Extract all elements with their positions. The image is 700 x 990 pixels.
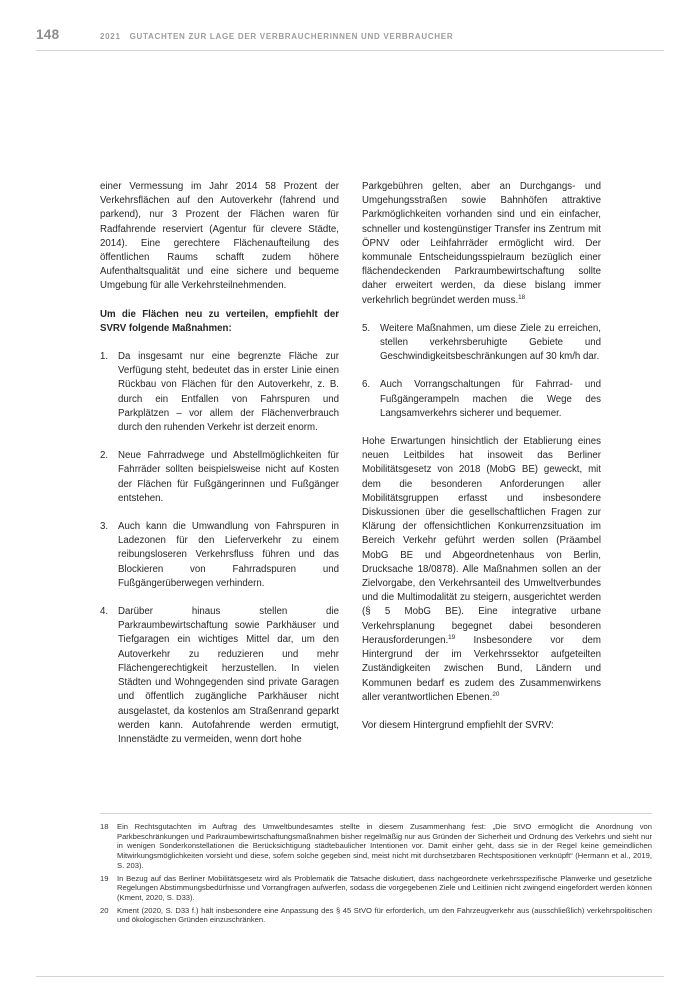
paragraph-mobility-law bbox=[362, 435, 601, 705]
paragraph-continuation-text: Parkgebühren gelten, aber an Durchgangs- und Umgehungsstraßen sowie Bahnhöfen attraktive Parkmöglichkeiten vorhanden sind und ein einfacher, schneller und kostengünstiger Transfer ins Zentrum mit ÖPNV oder Leihfahrräder ermöglicht wird. Der kommunale Entscheidungsspielraum bezüglich einer flächendeckenden Parkraumbewirtschaftung sollte daher erweitert werden, da diese bislang immer verkehrlich begründet werden muss. bbox=[362, 181, 601, 306]
list-item-4 bbox=[100, 605, 339, 747]
footnote-text: In Bezug auf das Berliner Mobilitätsgesetz wird als Problematik die Tatsache diskutiert, dass nachgeordnete verkehrsspezifische Planwerke und gesetzliche Regelungen Abstimmungsbedürfnisse und Vorrangfragen aufwerfen, sodass die vorgegebenen Ziele und Leitlinien nicht zwingend eingefordert werden können (Kment, 2020, S. D33). bbox=[117, 873, 652, 902]
running-header-title bbox=[100, 32, 453, 41]
footnotes-section bbox=[100, 813, 652, 928]
measures-list-1-4 bbox=[100, 350, 339, 747]
list-item-text: Da insgesamt nur eine begrenzte Fläche zur Verfügung steht, bedeutet das in erster Linie einen Rückbau von Flächen für den Autoverkehr, z. B. durch ein Entfallen von Fahrspuren und Parkplätzen – vor allem der Flächenverbrauch durch den ruhenden Verkehr ist derzeit enorm. bbox=[118, 351, 339, 434]
page-body bbox=[100, 180, 601, 761]
footnote-ref-18: 18 bbox=[518, 293, 526, 301]
list-item-number: 1. bbox=[100, 351, 109, 363]
list-item-3 bbox=[100, 520, 339, 591]
footnote-18 bbox=[100, 822, 652, 871]
footnote-ref-19: 19 bbox=[448, 633, 456, 641]
list-item-number: 4. bbox=[100, 606, 109, 618]
footnote-ref-20: 20 bbox=[492, 690, 500, 698]
page-number: 148 bbox=[36, 27, 60, 42]
paragraph-closing: Vor diesem Hintergrund empfiehlt der SVRV: bbox=[362, 719, 554, 731]
header-row bbox=[36, 27, 664, 42]
list-item-number: 3. bbox=[100, 521, 109, 533]
paragraph-bold-lead: Um die Flächen neu zu verteilen, empfiehlt der SVRV folgende Maßnahmen: bbox=[100, 308, 339, 334]
page-header bbox=[36, 27, 664, 51]
list-item-text: Auch Vorrangschaltungen für Fahrrad- und Fußgängerampeln machen die Wege des Langsamverkehrs sicherer und bequemer. bbox=[380, 379, 601, 419]
left-column bbox=[100, 180, 339, 761]
list-item-5 bbox=[362, 322, 601, 365]
list-item-text: Neue Fahrradwege und Abstellmöglichkeiten für Fahrräder sollten beispielsweise nicht auf Kosten der Flächen für Fußgängerinnen und Fußgänger entstehen. bbox=[118, 450, 339, 504]
paragraph-intro-continued: einer Vermessung im Jahr 2014 58 Prozent der Verkehrsflächen auf den Autoverkehr (fahrend und parkend), nur 3 Prozent der Flächen waren für Radfahrende reserviert (Agentur für clevere Städte, 2014). Eine gerechtere Flächenaufteilung des öffentlichen Raums schafft zudem höhere Aufenthaltsqualität und eine sichere und bequeme Umgebung für alle Verkehrsteilnehmenden. bbox=[100, 181, 339, 292]
list-item-6 bbox=[362, 378, 601, 421]
paragraph-mobility-law-text-2: Insbesondere vor dem Hintergrund der im Verkehrssektor aufgeteilten Zuständigkeiten zwischen Bund, Ländern und Kommunen bedarf es zudem des Zusammenwirkens aller verantwortlichen Ebenen. bbox=[362, 634, 601, 703]
paragraph-continuation bbox=[362, 180, 601, 308]
footnote-text: Ein Rechtsgutachten im Auftrag des Umweltbundesamtes stellte in diesem Zusammenhang fest: „Die StVO ermöglicht die Anordnung von Parkbeschränkungen und Parkraumbewirtschaftungsmaßnahmen bisher regelmäßig nur aus Gründen der Sicherheit und Ordnung des Verkehrs und sieht nur in wenigen Sonderkonstellationen die Berücksichtigung städtebaulicher Intentionen vor. Damit einher geht, dass sie in der Regel keine gemeindlichen Mitwirkungsmöglichkeiten vorsieht und diese, sofern solche gegeben sind, meist nicht mit durchsetzbaren Rechtspositionen verknüpft“ (Hermann et al., 2019, S. 203). bbox=[117, 822, 652, 870]
footnote-20 bbox=[100, 906, 652, 925]
footnote-number: 20 bbox=[100, 905, 109, 915]
running-header-year: 2021 bbox=[100, 32, 121, 41]
list-item-number: 2. bbox=[100, 450, 109, 462]
header-rule bbox=[36, 50, 664, 51]
right-column bbox=[362, 180, 601, 761]
running-header-text: GUTACHTEN ZUR LAGE DER VERBRAUCHERINNEN UND VERBRAUCHER bbox=[129, 32, 454, 41]
footnote-text: Kment (2020, S. D33 f.) hält insbesondere eine Anpassung des § 45 StVO für erforderlich, um den Fahrzeugverkehr aus (ausschließlich) verkehrspolitischen und ökologischen Gründen einzuschränken. bbox=[117, 905, 652, 925]
list-item-text: Darüber hinaus stellen die Parkraumbewirtschaftung sowie Parkhäuser und Tiefgaragen ein wichtiges Mittel dar, um den Autoverkehr zu reduzieren und mehr Flächengerechtigkeit herzustellen. In vielen Städten und Wohngegenden sind private Garagen und öffentlich zugängliche Parkhäuser nicht ausgelastet, da kostenlos am Straßenrand geparkt werden kann. Autofahrende werden ermutigt, Innenstädte zu vermeiden, wenn dort hohe bbox=[118, 606, 339, 745]
list-item-number: 5. bbox=[362, 322, 371, 334]
list-item-number: 6. bbox=[362, 379, 371, 391]
list-item-text: Weitere Maßnahmen, um diese Ziele zu erreichen, stellen verkehrsberuhigte Gebiete und Geschwindigkeitsbeschränkungen auf 30 km/h dar. bbox=[380, 322, 601, 363]
footnote-19 bbox=[100, 874, 652, 903]
bottom-rule bbox=[36, 976, 664, 977]
footnote-rule bbox=[100, 813, 652, 814]
list-item-1 bbox=[100, 350, 339, 435]
footnote-number: 19 bbox=[100, 873, 109, 883]
list-item-text: Auch kann die Umwandlung von Fahrspuren in Ladezonen für den Lieferverkehr zu einem reibungsloseren Verkehrsfluss führen und das Blockieren von Fahrradspuren und Fußgängerüberwegen verhindern. bbox=[118, 521, 339, 589]
footnote-number: 18 bbox=[100, 822, 109, 831]
measures-list-5-6 bbox=[362, 322, 601, 421]
list-item-2 bbox=[100, 449, 339, 506]
paragraph-mobility-law-text-1: Hohe Erwartungen hinsichtlich der Etablierung eines neuen Leitbildes hat insoweit das Berliner Mobilitätsgesetz von 2018 (MobG BE) geweckt, mit dem die besonderen Anforderungen aller Mobilitätsgruppen erfasst und insbesondere Diskussionen über die gesellschaftlichen Fragen zur Klärung der offensichtlichen Konkurrenzsituation im Bereich Verkehr geführt werden sollen (Präambel MobG BE und Abgeordnetenhaus von Berlin, Drucksache 18/0878). Alle Maßnahmen sollen an der Zielvorgabe, den Verkehrsanteil des Umweltverbundes und die Multimodalität zu steigern, ausgerichtet werden (§ 5 MobG BE). Eine integrative urbane Verkehrsplanung begegnet dabei besonderen Herausforderungen. bbox=[362, 436, 601, 646]
